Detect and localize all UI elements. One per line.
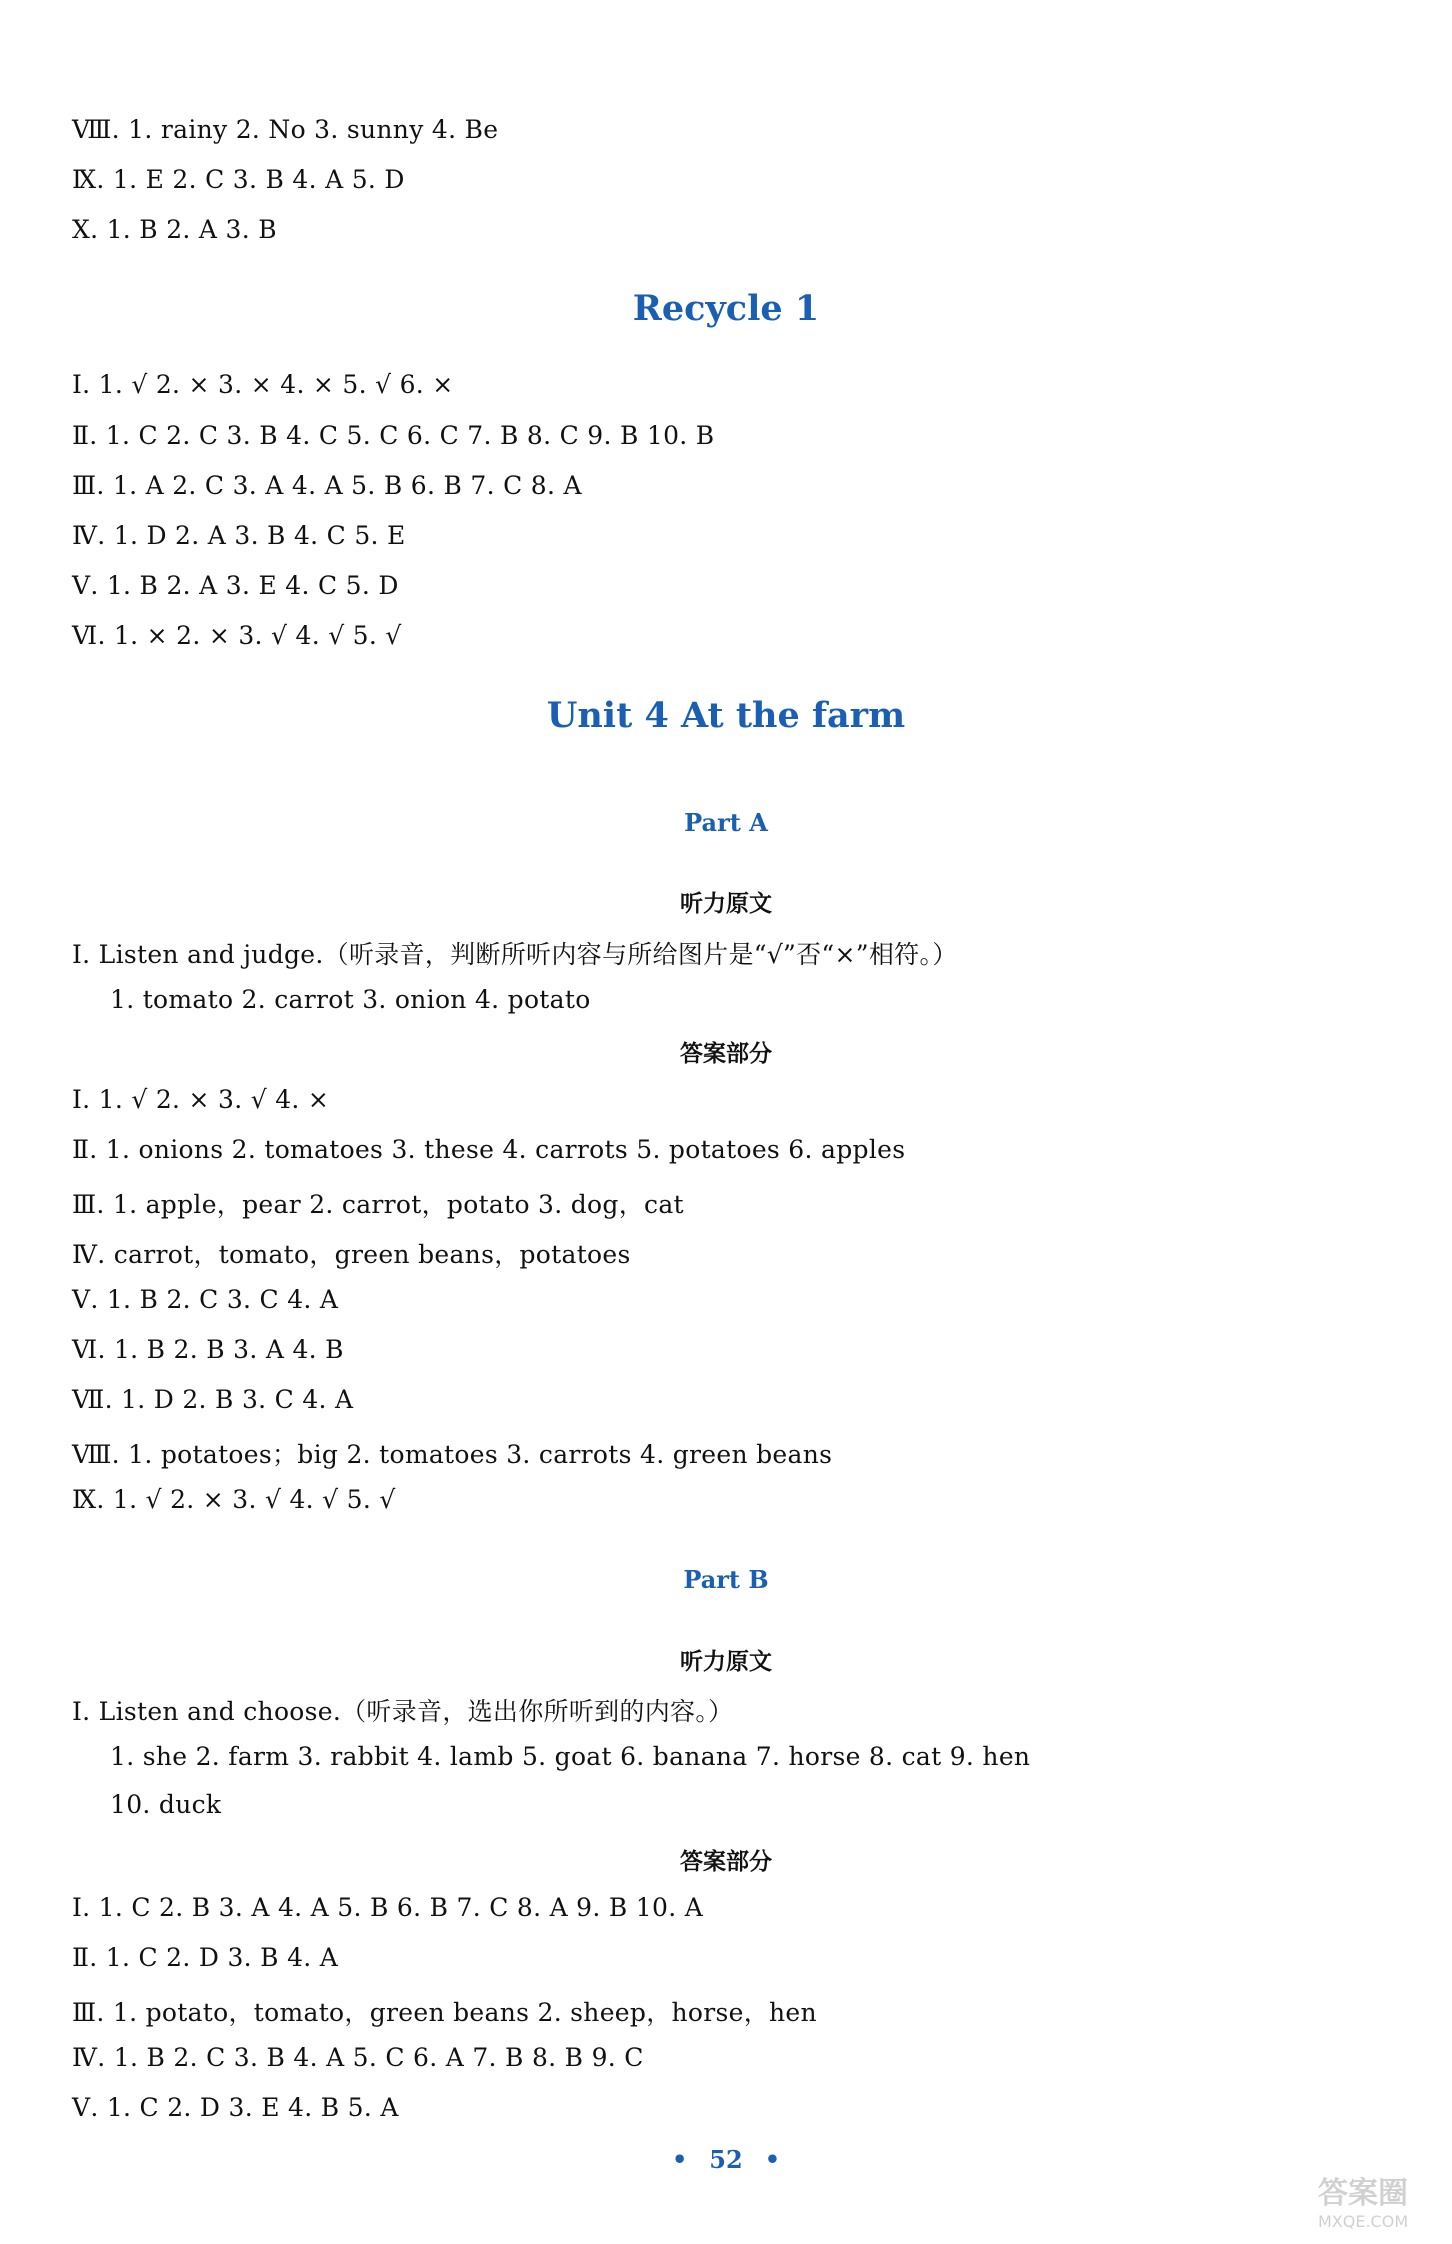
answer-line: Ⅸ. 1. √ 2. × 3. √ 4. √ 5. √: [72, 1485, 396, 1514]
answer-line: Ⅹ. 1. B 2. A 3. B: [72, 215, 277, 244]
part-a-title: Part A: [684, 808, 768, 837]
watermark-logo: 答案圈: [1318, 2176, 1408, 2211]
listening-line: 1. tomato 2. carrot 3. onion 4. potato: [110, 985, 591, 1014]
watermark-url: MXQE.COM: [1318, 2212, 1409, 2231]
answer-line: Ⅴ. 1. B 2. A 3. E 4. C 5. D: [72, 571, 399, 600]
answer-line: Ⅰ. 1. √ 2. × 3. √ 4. ×: [72, 1085, 330, 1114]
answer-line: Ⅱ. 1. onions 2. tomatoes 3. these 4. carrots 5. potatoes 6. apples: [72, 1135, 906, 1164]
part-b-title: Part B: [683, 1565, 769, 1594]
answer-line: Ⅰ. 1. C 2. B 3. A 4. A 5. B 6. B 7. C 8. A 9. B 10. A: [72, 1893, 704, 1922]
answer-line: Ⅴ. 1. B 2. C 3. C 4. A: [72, 1285, 339, 1314]
listening-line: 10. duck: [110, 1790, 222, 1819]
answer-line: Ⅷ. 1. potatoes；big 2. tomatoes 3. carrots 4. green beans: [72, 1440, 833, 1469]
answer-line: Ⅵ. 1. B 2. B 3. A 4. B: [72, 1335, 344, 1364]
watermark: [1318, 2168, 1438, 2238]
answer-line: Ⅳ. carrot，tomato，green beans，potatoes: [72, 1240, 631, 1269]
answer-line: Ⅰ. 1. √ 2. × 3. × 4. × 5. √ 6. ×: [72, 370, 454, 399]
answer-line: Ⅸ. 1. E 2. C 3. B 4. A 5. D: [72, 165, 405, 194]
answer-heading: 答案部分: [680, 1041, 772, 1067]
section-title-recycle-1: Recycle 1: [632, 288, 820, 329]
answer-line: Ⅵ. 1. × 2. × 3. √ 4. √ 5. √: [72, 621, 402, 650]
bullet-icon: •: [764, 2145, 781, 2174]
answer-line: Ⅱ. 1. C 2. C 3. B 4. C 5. C 6. C 7. B 8. C 9. B 10. B: [72, 421, 715, 450]
bullet-icon: •: [671, 2145, 688, 2174]
listening-heading: 听力原文: [680, 891, 772, 917]
answer-line: Ⅲ. 1. potato，tomato，green beans 2. sheep，horse，hen: [72, 1998, 817, 2027]
answer-line: Ⅳ. 1. D 2. A 3. B 4. C 5. E: [72, 521, 406, 550]
listening-line: Ⅰ. Listen and judge.（听录音，判断所听内容与所给图片是“√”否“×”相符。）: [72, 940, 958, 969]
answer-line: Ⅴ. 1. C 2. D 3. E 4. B 5. A: [72, 2093, 399, 2122]
answer-line: Ⅲ. 1. A 2. C 3. A 4. A 5. B 6. B 7. C 8. A: [72, 471, 582, 500]
listening-line: 1. she 2. farm 3. rabbit 4. lamb 5. goat 6. banana 7. horse 8. cat 9. hen: [110, 1742, 1031, 1771]
answer-line: Ⅱ. 1. C 2. D 3. B 4. A: [72, 1943, 339, 1972]
listening-heading: 听力原文: [680, 1649, 772, 1675]
answer-line: Ⅳ. 1. B 2. C 3. B 4. A 5. C 6. A 7. B 8. B 9. C: [72, 2043, 644, 2072]
page-number: • 52 •: [671, 2145, 781, 2174]
answer-line: Ⅶ. 1. D 2. B 3. C 4. A: [72, 1385, 354, 1414]
answer-heading: 答案部分: [680, 1849, 772, 1875]
section-title-unit-4: Unit 4 At the farm: [546, 695, 906, 736]
answer-line: Ⅲ. 1. apple，pear 2. carrot，potato 3. dog，cat: [72, 1190, 684, 1219]
listening-line: Ⅰ. Listen and choose.（听录音，选出你所听到的内容。）: [72, 1697, 734, 1726]
answer-line: Ⅷ. 1. rainy 2. No 3. sunny 4. Be: [72, 115, 499, 144]
